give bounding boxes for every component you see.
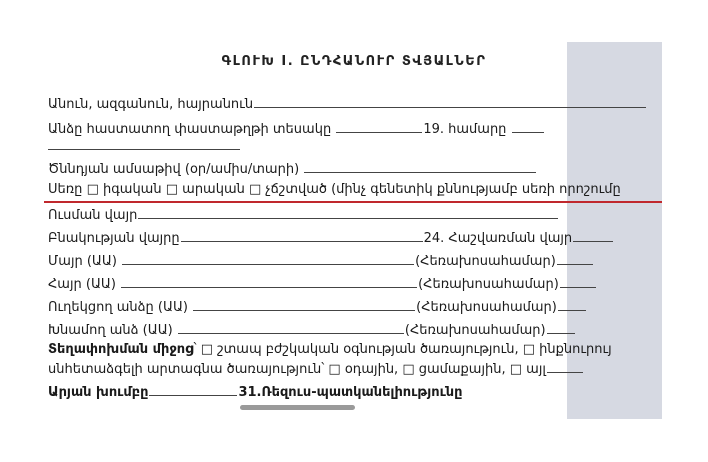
transport-options-line2[interactable]: սնհետաձգելի արտագնա ծառայություն՝ □ օդային, □ ցամաքային, □ այլ — [48, 362, 546, 377]
sex-option-female[interactable]: □ իգական — [86, 182, 162, 197]
sex-option-undetermined[interactable]: □ չճշտված (մինչ գենետիկ քննությամբ սեռի որոշումը — [249, 182, 621, 197]
escort-phone-label: (Հեռախոսահամար) — [416, 300, 557, 315]
row-father — [48, 274, 597, 293]
guardian-phone-label: (Հեռախոսահամար) — [404, 323, 546, 338]
residence-field[interactable] — [181, 228, 423, 242]
birth-date-label: Ծննդյան ամսաթիվ (օր/ամիս/տարի) — [48, 162, 300, 177]
mother-name-field[interactable] — [122, 251, 414, 265]
study-place-field[interactable] — [138, 205, 558, 219]
birth-date-field[interactable] — [304, 159, 536, 173]
mother-label: Մայր (ԱԱ) — [48, 254, 117, 269]
blood-group-label: Արյան խումբը — [48, 385, 149, 400]
father-name-field[interactable] — [121, 274, 417, 288]
row-mother — [48, 251, 594, 270]
father-label: Հայր (ԱԱ) — [48, 277, 116, 292]
row-sex — [48, 182, 621, 198]
row-guardian — [48, 320, 576, 339]
registration-label: 24. Հաշվառման վայր — [423, 231, 573, 246]
id-document-field[interactable] — [336, 119, 422, 133]
row-study-place — [48, 205, 559, 224]
mother-phone-label: (Հեռախոսահամար) — [415, 254, 556, 269]
row-escort — [48, 297, 587, 316]
mother-phone-field[interactable] — [557, 251, 593, 265]
father-phone-label: (Հեռախոսահամար) — [418, 277, 559, 292]
escort-label: Ուղեկցող անձը (ԱԱ) — [48, 300, 188, 315]
id-continuation-field[interactable] — [48, 136, 240, 150]
father-phone-field[interactable] — [560, 274, 596, 288]
full-name-field[interactable] — [254, 94, 646, 108]
red-marker-line — [44, 201, 662, 203]
row-blood-group — [48, 382, 463, 401]
sex-label: Սեռը — [48, 182, 83, 197]
row-id-continuation — [48, 136, 241, 155]
row-full-name — [48, 94, 647, 113]
transport-other-field[interactable] — [547, 359, 583, 373]
full-name-label: Անուն, ազգանուն, հայրանուն — [48, 97, 254, 112]
transport-label: Տեղափոխման միջոց — [48, 342, 194, 357]
transport-options-line1[interactable]: ՝ □ շտապ բժշկական օգնության ծառայություն, □ ինքնուրույ — [193, 342, 612, 357]
section-heading: ԳԼՈՒԽ I. ԸՆԴՀԱՆՈՒՐ ՏՎՅԱԼՆԵՐ — [221, 54, 487, 69]
row-transport-continued — [48, 359, 584, 378]
id-number-label: 19. համարը — [423, 122, 507, 137]
escort-name-field[interactable] — [193, 297, 415, 311]
row-residence — [48, 228, 614, 247]
row-birth-date — [48, 159, 537, 178]
row-transport — [48, 342, 612, 358]
id-number-field[interactable] — [512, 119, 544, 133]
study-place-label: Ուսման վայր — [48, 208, 138, 223]
guardian-label: Խնամող անձ (ԱԱ) — [48, 323, 173, 338]
residence-label: Բնակության վայրը — [48, 231, 180, 246]
guardian-phone-field[interactable] — [547, 320, 575, 334]
guardian-name-field[interactable] — [178, 320, 404, 334]
escort-phone-field[interactable] — [558, 297, 586, 311]
rh-factor-label: 31.Ռեզուս-պատկանելիությունը — [238, 385, 463, 400]
blood-group-field[interactable] — [149, 382, 237, 396]
id-document-label: Անձը հաստատող փաստաթղթի տեսակը — [48, 122, 332, 137]
horizontal-scrollbar[interactable] — [240, 405, 355, 410]
registration-field[interactable] — [573, 228, 613, 242]
sex-option-male[interactable]: □ արական — [165, 182, 245, 197]
